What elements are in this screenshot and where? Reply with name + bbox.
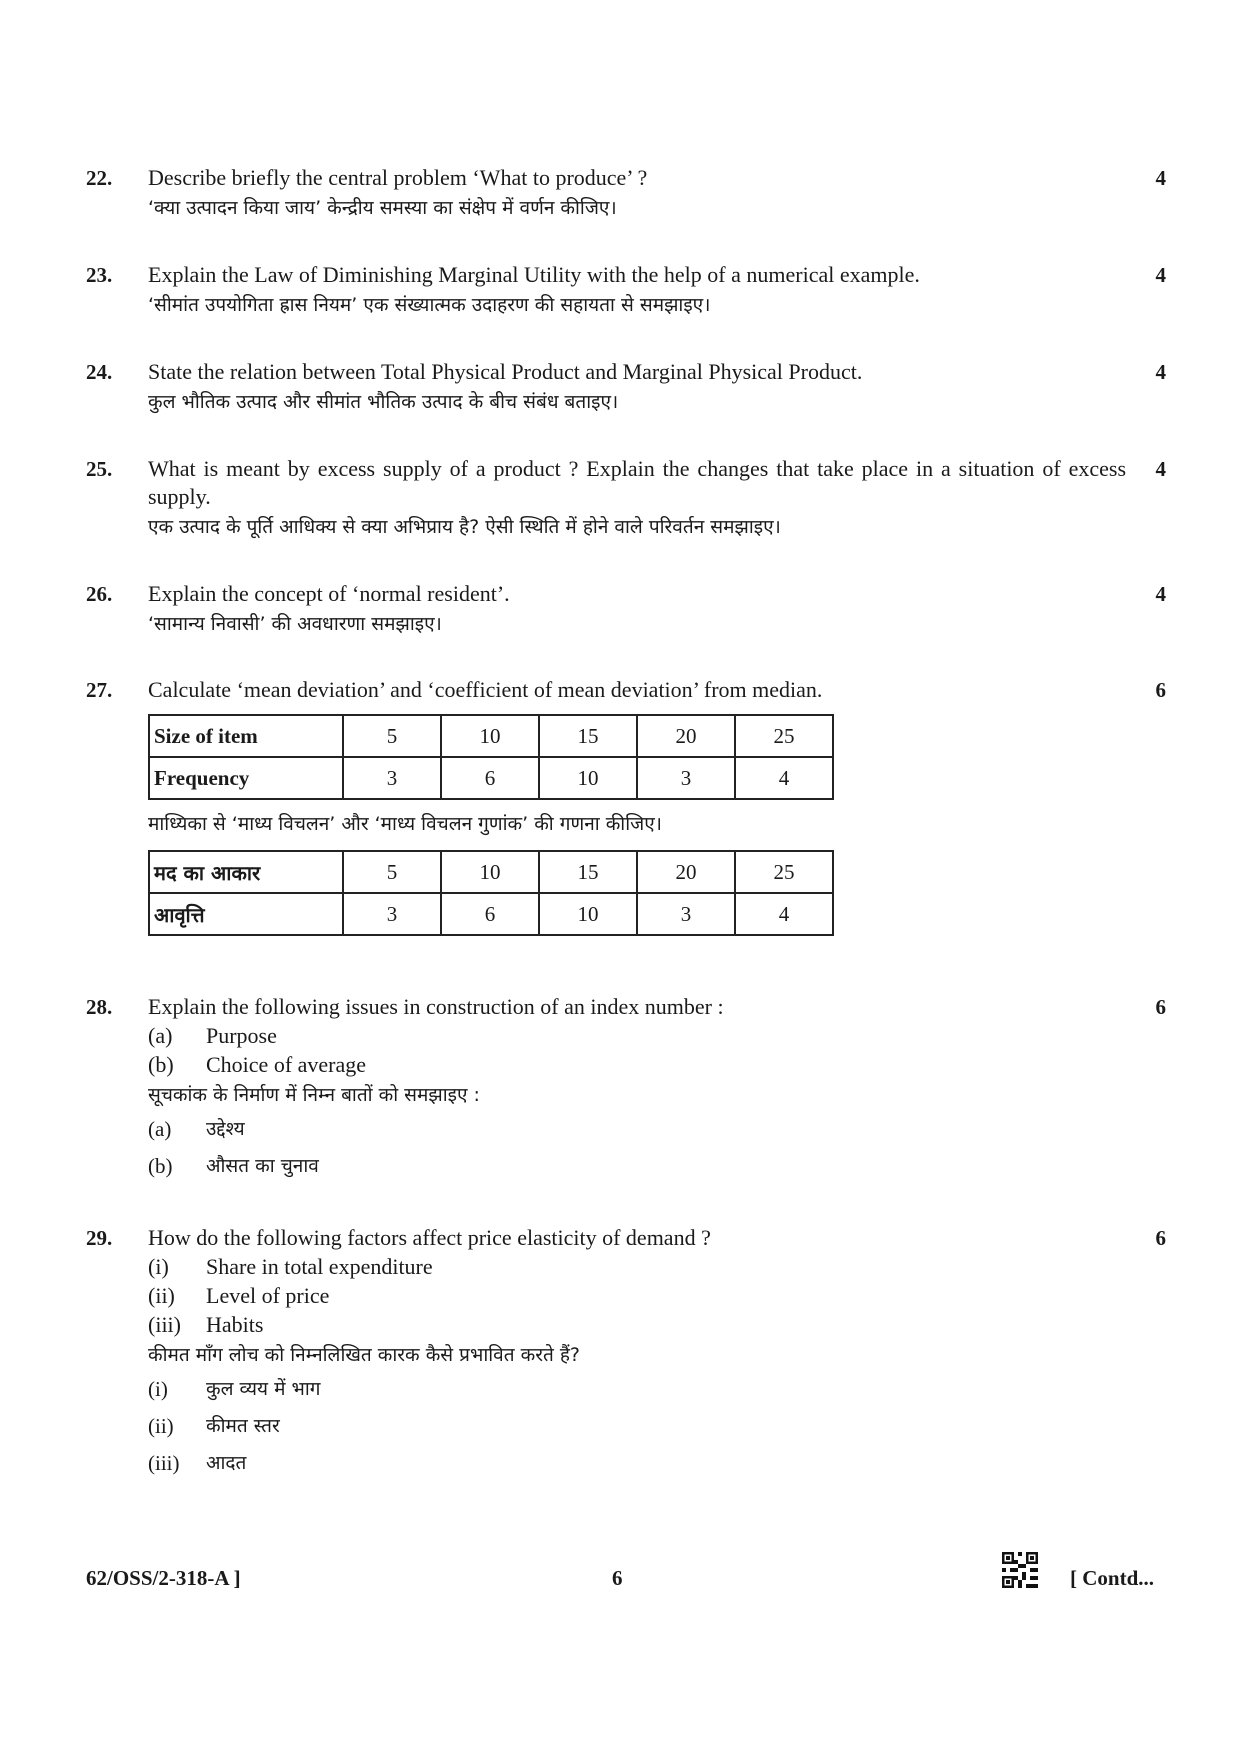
question-marks: 6 (1155, 1226, 1166, 1250)
frequency-table-hindi (148, 850, 834, 936)
table-cell: 6 (441, 757, 539, 799)
table-cell: 20 (637, 715, 735, 757)
table-row (149, 893, 833, 935)
table-cell: 3 (343, 893, 441, 935)
table-cell: 3 (343, 757, 441, 799)
table-cell: 4 (735, 893, 833, 935)
option-label: (i) (148, 1254, 169, 1279)
question-text-english: Explain the following issues in construction of an index number : (148, 994, 724, 1019)
question-text-english: How do the following factors affect price elasticity of demand ? (148, 1225, 711, 1250)
table-cell: 25 (735, 715, 833, 757)
option-item (148, 1021, 1126, 1050)
option-label: (i) (148, 1377, 168, 1401)
table-cell: 25 (735, 851, 833, 893)
option-text: Share in total expenditure (206, 1254, 433, 1279)
question-text-hindi: ‘क्या उत्पादन किया जाय’ केन्द्रीय समस्या का संक्षेप में वर्णन कीजिए। (148, 197, 617, 219)
question-25 (86, 455, 1166, 543)
option-item (148, 1310, 1126, 1339)
option-label: (a) (148, 1023, 173, 1048)
option-text: Purpose (206, 1023, 277, 1048)
option-label: (iii) (148, 1312, 181, 1337)
table-cell: 3 (637, 893, 735, 935)
question-22 (86, 164, 1166, 224)
paper-code: 62/OSS/2-318-A ] (86, 1566, 241, 1590)
option-text: उद्देश्य (206, 1118, 245, 1140)
option-label: (ii) (148, 1414, 174, 1438)
qr-code-icon (1002, 1552, 1038, 1588)
question-marks: 4 (1155, 582, 1166, 606)
frequency-table-english (148, 714, 834, 800)
option-item (148, 1281, 1126, 1310)
question-marks: 6 (1155, 995, 1166, 1019)
table-row-label: Size of item (149, 715, 343, 757)
question-number: 28. (86, 995, 113, 1019)
continued-label: [ Contd... (1069, 1566, 1154, 1590)
question-text-english: Describe briefly the central problem ‘What to produce’ ? (148, 165, 648, 190)
table-row (149, 715, 833, 757)
option-text: कुल व्यय में भाग (206, 1378, 321, 1400)
question-23 (86, 261, 1166, 321)
question-text-hindi: कुल भौतिक उत्पाद और सीमांत भौतिक उत्पाद के बीच संबंध बताइए। (148, 391, 619, 413)
option-text: Level of price (206, 1283, 330, 1308)
question-marks: 4 (1155, 457, 1166, 481)
question-marks: 4 (1155, 263, 1166, 287)
question-number: 23. (86, 263, 113, 287)
question-text-hindi: एक उत्पाद के पूर्ति आधिक्य से क्या अभिप्राय है? ऐसी स्थिति में होने वाले परिवर्तन समझाइए। (148, 516, 781, 538)
question-26 (86, 580, 1166, 640)
option-item (148, 1050, 1126, 1079)
option-label: (a) (148, 1117, 172, 1141)
table-cell: 15 (539, 715, 637, 757)
question-marks: 4 (1155, 166, 1166, 190)
option-text: कीमत स्तर (206, 1415, 280, 1437)
table-row-label: आवृत्ति (149, 893, 343, 935)
option-text: Choice of average (206, 1052, 367, 1077)
question-text-hindi: कीमत माँग लोच को निम्नलिखित कारक कैसे प्रभावित करते हैं? (148, 1344, 581, 1366)
question-text-english: Explain the concept of ‘normal resident’. (148, 581, 510, 606)
option-label: (iii) (148, 1451, 180, 1475)
question-text-english: Explain the Law of Diminishing Marginal Utility with the help of a numerical example. (148, 262, 920, 287)
question-29 (86, 1224, 1166, 1482)
table-row-label: मद का आकार (149, 851, 343, 893)
question-text-english: What is meant by excess supply of a product ? Explain the changes that take place in a situation of excess supply. (148, 456, 1126, 509)
question-text-hindi: ‘सामान्य निवासी’ की अवधारणा समझाइए। (148, 613, 442, 635)
question-27 (86, 676, 1166, 944)
table-cell: 10 (441, 715, 539, 757)
table-row-label: Frequency (149, 757, 343, 799)
question-text-english: Calculate ‘mean deviation’ and ‘coefficient of mean deviation’ from median. (148, 677, 823, 702)
option-label: (ii) (148, 1283, 175, 1308)
question-number: 26. (86, 582, 113, 606)
page-number: 6 (612, 1566, 623, 1590)
option-label: (b) (148, 1052, 174, 1077)
table-cell: 4 (735, 757, 833, 799)
option-item (148, 1371, 1126, 1408)
question-text-hindi: ‘सीमांत उपयोगिता ह्रास नियम’ एक संख्यात्मक उदाहरण की सहायता से समझाइए। (148, 294, 711, 316)
table-row (149, 757, 833, 799)
table-cell: 10 (539, 893, 637, 935)
table-cell: 5 (343, 851, 441, 893)
question-text-hindi: माध्यिका से ‘माध्य विचलन’ और ‘माध्य विचलन गुणांक’ की गणना कीजिए। (148, 813, 662, 835)
question-24 (86, 358, 1166, 418)
option-item (148, 1408, 1126, 1445)
question-number: 27. (86, 678, 113, 702)
option-item (148, 1252, 1126, 1281)
question-marks: 6 (1155, 678, 1166, 702)
option-item (148, 1148, 1126, 1185)
table-cell: 20 (637, 851, 735, 893)
question-marks: 4 (1155, 360, 1166, 384)
table-cell: 5 (343, 715, 441, 757)
question-text-hindi: सूचकांक के निर्माण में निम्न बातों को समझाइए : (148, 1084, 480, 1106)
question-number: 24. (86, 360, 113, 384)
question-number: 25. (86, 457, 113, 481)
question-number: 29. (86, 1226, 113, 1250)
option-text: आदत (206, 1452, 247, 1474)
table-cell: 6 (441, 893, 539, 935)
table-cell: 10 (441, 851, 539, 893)
option-item (148, 1445, 1126, 1482)
table-cell: 3 (637, 757, 735, 799)
option-item (148, 1111, 1126, 1148)
table-cell: 15 (539, 851, 637, 893)
table-row (149, 851, 833, 893)
option-text: औसत का चुनाव (206, 1155, 319, 1177)
option-text: Habits (206, 1312, 264, 1337)
table-cell: 10 (539, 757, 637, 799)
question-text-english: State the relation between Total Physical Product and Marginal Physical Product. (148, 359, 863, 384)
option-label: (b) (148, 1154, 173, 1178)
question-number: 22. (86, 166, 113, 190)
question-28 (86, 993, 1166, 1185)
